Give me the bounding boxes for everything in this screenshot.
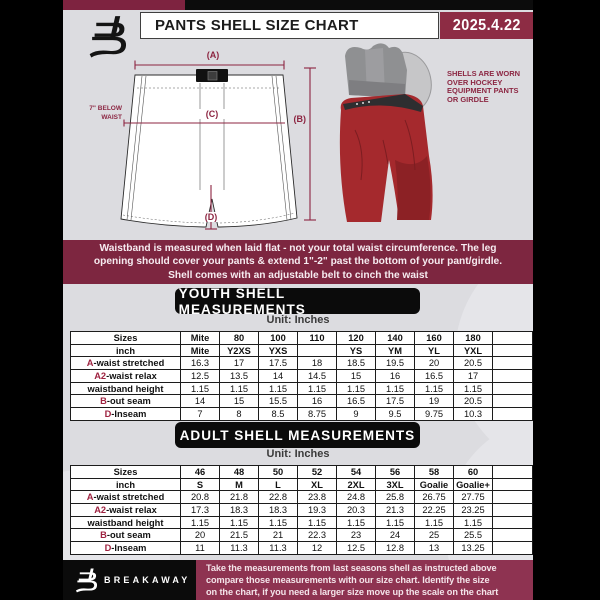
size-cell: 22.25 xyxy=(415,504,454,517)
table-row xyxy=(71,370,533,383)
size-cell: 20 xyxy=(181,529,220,542)
size-cell: 12 xyxy=(298,542,337,555)
breakaway-b-icon xyxy=(75,567,97,593)
size-cell: 21.3 xyxy=(376,504,415,517)
size-cell: 16.5 xyxy=(337,395,376,408)
size-cell: 1.15 xyxy=(454,516,493,529)
empty-cell xyxy=(493,529,533,542)
size-cell: 180 xyxy=(454,332,493,345)
size-cell: 160 xyxy=(415,332,454,345)
size-cell: Goalie xyxy=(415,478,454,491)
table-row xyxy=(71,504,533,517)
size-cell: 25.5 xyxy=(454,529,493,542)
size-cell: 27.75 xyxy=(454,491,493,504)
empty-cell xyxy=(493,395,533,408)
size-cell: 9.5 xyxy=(376,408,415,421)
size-cell: 1.15 xyxy=(337,382,376,395)
size-cell: 9.75 xyxy=(415,408,454,421)
adult-unit-label: Unit: Inches xyxy=(266,448,330,460)
size-cell: 60 xyxy=(454,466,493,479)
size-cell: 120 xyxy=(337,332,376,345)
empty-cell xyxy=(493,357,533,370)
size-cell: YM xyxy=(376,344,415,357)
waistband-banner: Waistband is measured when laid flat - not your total waist circumference. The leg opening should cover your pants & extend 1"-2" past the bottom of your pant/girdle. Shell comes with an adjustable belt to cinch the waist xyxy=(63,240,533,284)
table-row xyxy=(71,395,533,408)
size-cell: 1.15 xyxy=(376,382,415,395)
table-row xyxy=(71,478,533,491)
size-cell: 1.15 xyxy=(415,382,454,395)
empty-cell xyxy=(493,370,533,383)
adult-section-heading: ADULT SHELL MEASUREMENTS xyxy=(175,422,420,448)
size-cell: 19.5 xyxy=(376,357,415,370)
size-cell: 8.5 xyxy=(259,408,298,421)
table-row xyxy=(71,382,533,395)
size-cell: 1.15 xyxy=(298,382,337,395)
size-cell: 13 xyxy=(415,542,454,555)
youth-size-table xyxy=(70,331,533,421)
size-cell: 24 xyxy=(376,529,415,542)
row-label: B-out seam xyxy=(71,529,181,542)
size-cell: 8.75 xyxy=(298,408,337,421)
size-cell: 20.3 xyxy=(337,504,376,517)
size-cell: 20.5 xyxy=(454,395,493,408)
youth-unit-label: Unit: Inches xyxy=(266,314,330,326)
date-badge xyxy=(440,12,533,39)
empty-cell xyxy=(493,466,533,479)
size-cell: 11 xyxy=(181,542,220,555)
measure-label-d: (D) xyxy=(199,212,223,222)
size-cell: 13.25 xyxy=(454,542,493,555)
size-cell: 22.8 xyxy=(259,491,298,504)
size-cell: Mite xyxy=(181,332,220,345)
size-cell: 12.8 xyxy=(376,542,415,555)
row-label: inch xyxy=(71,344,181,357)
size-cell: M xyxy=(220,478,259,491)
size-cell: 1.15 xyxy=(298,516,337,529)
size-cell: 17.5 xyxy=(259,357,298,370)
youth-section-heading: YOUTH SHELL MEASUREMENTS xyxy=(175,288,420,314)
size-cell: 20.5 xyxy=(454,357,493,370)
size-cell: 52 xyxy=(298,466,337,479)
row-label: waistband height xyxy=(71,382,181,395)
shell-photo xyxy=(335,40,447,230)
size-cell: 50 xyxy=(259,466,298,479)
brand-footer xyxy=(63,560,196,600)
size-cell: XL xyxy=(298,478,337,491)
size-cell: S xyxy=(181,478,220,491)
size-cell: 1.15 xyxy=(337,516,376,529)
size-cell: 16.3 xyxy=(181,357,220,370)
size-cell: 21.5 xyxy=(220,529,259,542)
top-strip-maroon xyxy=(63,0,185,10)
shell-note: SHELLS ARE WORN OVER HOCKEY EQUIPMENT PANTS OR GIRDLE xyxy=(447,69,521,104)
size-cell: 48 xyxy=(220,466,259,479)
empty-cell xyxy=(493,516,533,529)
size-cell: 15 xyxy=(220,395,259,408)
empty-cell xyxy=(493,542,533,555)
size-cell: 17.5 xyxy=(376,395,415,408)
size-cell: 11.3 xyxy=(220,542,259,555)
size-cell: 17.3 xyxy=(181,504,220,517)
size-cell: 46 xyxy=(181,466,220,479)
size-cell: 1.15 xyxy=(454,382,493,395)
row-label: Sizes xyxy=(71,332,181,345)
size-cell: 2XL xyxy=(337,478,376,491)
table-row xyxy=(71,408,533,421)
row-label: B-out seam xyxy=(71,395,181,408)
flyer-content xyxy=(63,0,533,600)
size-cell: 19 xyxy=(415,395,454,408)
top-strip-black xyxy=(185,0,533,10)
page-title: PANTS SHELL SIZE CHART xyxy=(155,17,359,34)
size-cell: 8 xyxy=(220,408,259,421)
size-cell: 20.8 xyxy=(181,491,220,504)
size-cell: 22.3 xyxy=(298,529,337,542)
table-row xyxy=(71,466,533,479)
empty-cell xyxy=(493,408,533,421)
size-cell: 19.3 xyxy=(298,504,337,517)
size-cell: 17 xyxy=(220,357,259,370)
measure-label-c: (C) xyxy=(197,109,227,119)
size-cell: 12.5 xyxy=(181,370,220,383)
size-cell: 17 xyxy=(454,370,493,383)
size-cell: Y2XS xyxy=(220,344,259,357)
size-cell: 16 xyxy=(298,395,337,408)
empty-cell xyxy=(493,344,533,357)
row-label: D-Inseam xyxy=(71,408,181,421)
measure-label-a: (A) xyxy=(206,50,220,60)
waist-note: 7" BELOW WAIST xyxy=(89,105,122,121)
row-label: waistband height xyxy=(71,516,181,529)
size-cell: L xyxy=(259,478,298,491)
size-cell: 1.15 xyxy=(220,382,259,395)
size-cell: 14 xyxy=(259,370,298,383)
row-label: inch xyxy=(71,478,181,491)
size-cell: 23.8 xyxy=(298,491,337,504)
table-row xyxy=(71,344,533,357)
size-cell: YL xyxy=(415,344,454,357)
size-cell: 100 xyxy=(259,332,298,345)
size-cell: 18.3 xyxy=(220,504,259,517)
size-cell: 1.15 xyxy=(259,516,298,529)
size-cell: 23.25 xyxy=(454,504,493,517)
size-cell: 16 xyxy=(376,370,415,383)
size-cell: 9 xyxy=(337,408,376,421)
size-cell: 58 xyxy=(415,466,454,479)
size-cell: 1.15 xyxy=(415,516,454,529)
row-label: D-Inseam xyxy=(71,542,181,555)
empty-cell xyxy=(493,332,533,345)
size-cell: 24.8 xyxy=(337,491,376,504)
table-row xyxy=(71,542,533,555)
size-cell: 110 xyxy=(298,332,337,345)
size-cell: Goalie+ xyxy=(454,478,493,491)
size-cell: Mite xyxy=(181,344,220,357)
size-cell: 80 xyxy=(220,332,259,345)
size-cell: 15 xyxy=(337,370,376,383)
size-cell: YS xyxy=(337,344,376,357)
top-strip xyxy=(63,0,533,10)
date-text: 2025.4.22 xyxy=(452,16,521,34)
size-cell: 1.15 xyxy=(220,516,259,529)
size-cell: 1.15 xyxy=(376,516,415,529)
size-cell: 12.5 xyxy=(337,542,376,555)
size-cell: 18.5 xyxy=(337,357,376,370)
size-cell: 21 xyxy=(259,529,298,542)
size-cell: 140 xyxy=(376,332,415,345)
size-cell: 25 xyxy=(415,529,454,542)
size-cell: 13.5 xyxy=(220,370,259,383)
size-cell: 11.3 xyxy=(259,542,298,555)
size-cell: 25.8 xyxy=(376,491,415,504)
size-cell: 1.15 xyxy=(259,382,298,395)
size-cell: 15.5 xyxy=(259,395,298,408)
table-row xyxy=(71,491,533,504)
size-cell: 10.3 xyxy=(454,408,493,421)
row-label: A2-waist relax xyxy=(71,504,181,517)
adult-size-table xyxy=(70,465,533,555)
size-cell: YXS xyxy=(259,344,298,357)
size-cell: 23 xyxy=(337,529,376,542)
size-cell: 21.8 xyxy=(220,491,259,504)
brand-name: BREAKAWAY xyxy=(104,575,191,585)
table-row xyxy=(71,357,533,370)
size-cell: 1.15 xyxy=(181,516,220,529)
empty-cell xyxy=(493,382,533,395)
row-label: A-waist stretched xyxy=(71,357,181,370)
size-cell: 54 xyxy=(337,466,376,479)
pants-measurement-diagram xyxy=(78,48,333,240)
size-cell: 20 xyxy=(415,357,454,370)
row-label: A2-waist relax xyxy=(71,370,181,383)
size-cell: 14.5 xyxy=(298,370,337,383)
size-cell: 3XL xyxy=(376,478,415,491)
page-title-box xyxy=(140,12,439,39)
row-label: Sizes xyxy=(71,466,181,479)
empty-cell xyxy=(493,491,533,504)
empty-cell xyxy=(493,478,533,491)
row-label: A-waist stretched xyxy=(71,491,181,504)
table-row xyxy=(71,332,533,345)
size-cell: 18 xyxy=(298,357,337,370)
size-cell: 14 xyxy=(181,395,220,408)
size-cell: 7 xyxy=(181,408,220,421)
table-row xyxy=(71,529,533,542)
table-row xyxy=(71,516,533,529)
size-cell xyxy=(298,344,337,357)
empty-cell xyxy=(493,504,533,517)
size-cell: YXL xyxy=(454,344,493,357)
size-cell: 18.3 xyxy=(259,504,298,517)
size-cell: 26.75 xyxy=(415,491,454,504)
measure-label-b: (B) xyxy=(293,114,306,124)
size-cell: 16.5 xyxy=(415,370,454,383)
size-cell: 1.15 xyxy=(181,382,220,395)
footer-instructions: Take the measurements from last seasons shell as instructed above compare those measurements with our size chart. Identify the size on the chart, if you need a larger size move up the scale on the chart xyxy=(196,560,533,600)
size-cell: 56 xyxy=(376,466,415,479)
